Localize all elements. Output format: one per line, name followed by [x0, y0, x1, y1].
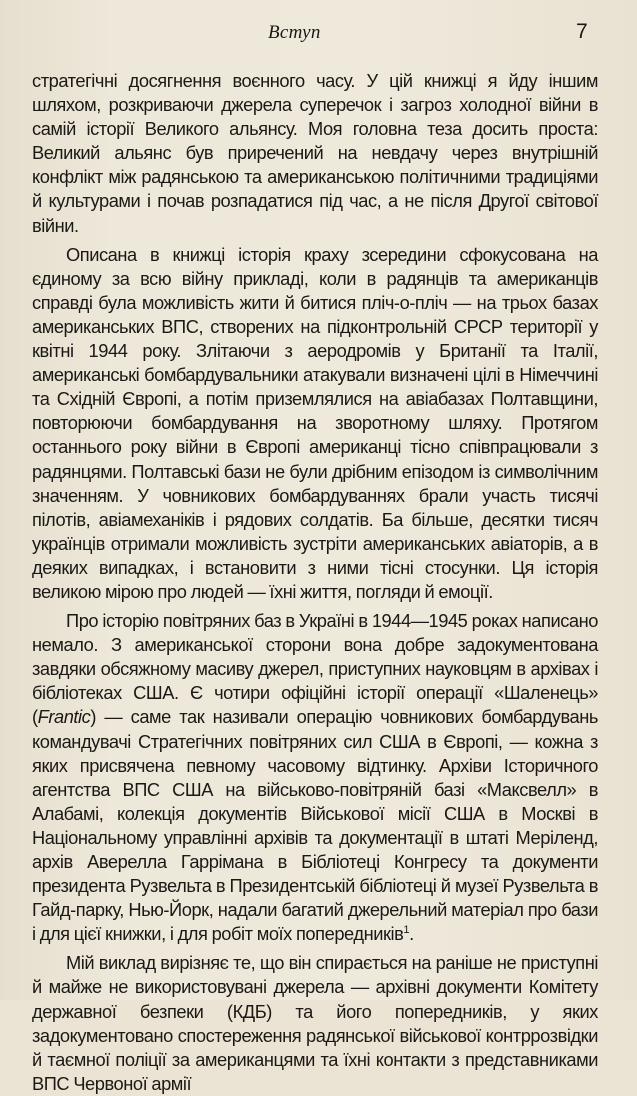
section-title: Вступ	[268, 22, 321, 43]
paragraph-3	[32, 609, 598, 946]
paragraph-3-part-2: ) — саме так називали операцію човникових бомбардувань командувачі Стратегічних повітряних сил США в Європі, — кожна з яких присвячена певному часовому відтинку. Архіви Історичного агентства ВПС США на військово-повітряній базі «Максвелл» в Алабамі, колекція документів Військової місії США в Москві в Національному управлінні архівів та документації в штаті Меріленд, архів Аверелла Гаррімана в Бібліотеці Конгресу та документи президента Рузвельта в Президентській бібліотеці й музеї Рузвельта в Гайд-парку, Нью-Йорк, надали багатий джерельний матеріал про бази і для цієї книжки, і для робіт моїх попередників	[32, 706, 598, 945]
paragraph-4: Мій виклад вирізняє те, що він спирається на раніше не приступні й майже не використовувані джерела — архівні документи Комітету державної безпеки (КДБ) та його попередників, у яких задокументовано спостереження радянської військової контррозвідки й таємної поліції за американцями та їхні контакти з представниками ВПС Червоної армії	[32, 952, 598, 1094]
body-text	[32, 69, 598, 1096]
operation-name-italic: Frantic	[37, 706, 91, 728]
paragraph-3-part-1: Про історію повітряних баз в Україні в 1944—1945 роках написано немало. З американської сторони вона добре задокументована завдяки обсяжному масиву джерел, приступних науковцям в архівах і бібліотеках США. Є чотири офіційні історії операції «Шаленець» (	[32, 610, 598, 728]
running-head	[0, 18, 637, 48]
footnote-marker[interactable]: 1	[403, 924, 410, 937]
paragraph-1: стратегічні досягнення воєнного часу. У цій книжці я йду іншим шляхом, розкриваючи джерела суперечок і загроз холодної війни в самій історії Великого альянсу. Моя головна теза досить проста: Великий альянс був приречений на невдачу через внутрішній конфлікт між радянською та американською політичними традиціями й культурами і почав розпадатися під час, а не після Другої світової війни.	[32, 70, 598, 236]
page-number: 7	[576, 20, 588, 43]
paragraph-2: Описана в книжці історія краху зсередини сфокусована на єдиному за всю війну прикладі, коли в радянців та американців справді була можливість жити й битися пліч-о-пліч — на трьох базах американських ВПС, створених на підконтрольній СРСР території у квітні 1944 року. Злітаючи з аеродромів у Британії та Італії, американські бомбардувальники атакували визначені цілі в Німеччині та Східній Європі, а потім приземлялися на авіабазах Полтавщини, повторюючи бомбардування на зворотному шляху. Протягом останнього року війни в Європі американці тісно співпрацювали з радянцями. Полтавські бази не були дрібним епізодом із символічним значенням. У човникових бомбардуваннях брали участь тисячі пілотів, авіамеханіків і рядових солдатів. Ба більше, десятки тисяч українців отримали можливість зустріти американських авіаторів, а в деяких випадках, і встановити з ними тісні стосунки. Ця історія великою мірою про людей — їхні життя, погляди й емоції.	[32, 243, 598, 602]
paragraph-3-end: .	[409, 923, 414, 945]
